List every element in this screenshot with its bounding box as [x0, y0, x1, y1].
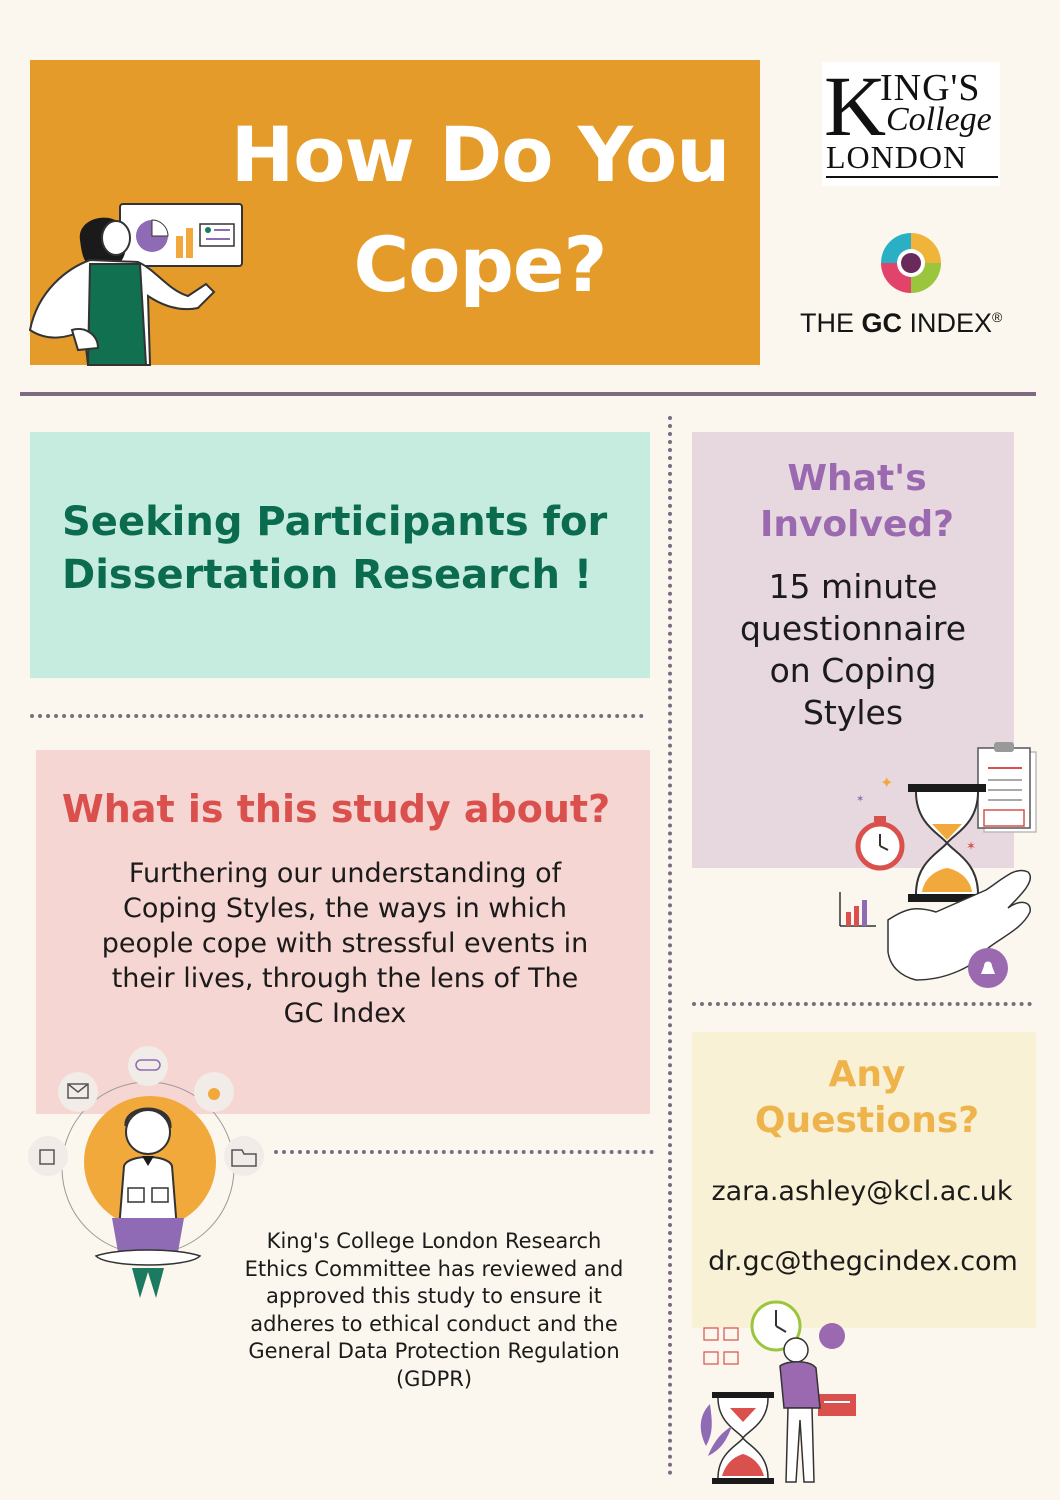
- svg-text:✶: ✶: [966, 839, 977, 853]
- svg-text:✶: ✶: [856, 794, 865, 805]
- svg-text:✦: ✦: [880, 773, 894, 792]
- involved-body-line-2: questionnaire: [739, 609, 967, 648]
- kcl-logo-london: LONDON: [826, 139, 968, 175]
- whats-involved-body: [692, 566, 1014, 734]
- ethics-line-1: King's College London Research: [266, 1229, 602, 1253]
- involved-title-line-1: What's: [787, 458, 927, 499]
- questions-title-line-1: Any: [828, 1054, 906, 1095]
- gc-wordmark-prefix: THE: [800, 308, 862, 338]
- contact-email-zara[interactable]: zara.ashley@kcl.ac.uk: [711, 1176, 1013, 1207]
- gc-index-ring-icon: [880, 232, 942, 294]
- seeking-participants-heading: [62, 496, 642, 602]
- hourglass-hand-illustration: [836, 740, 1046, 992]
- kcl-logo-ings: ING'S: [880, 67, 981, 109]
- questions-title-line-2: Questions?: [754, 1100, 980, 1141]
- gc-index-wordmark: [800, 308, 1030, 339]
- kcl-logo-rule: [826, 176, 998, 178]
- person-hourglass-illustration: [696, 1296, 866, 1488]
- study-body-line-1: Furthering our understanding of: [128, 858, 562, 889]
- header-divider: [20, 392, 1036, 396]
- study-body-line-4: their lives, through the lens of The: [111, 963, 579, 994]
- title-line-1: How Do You: [230, 110, 730, 199]
- seeking-line-1: Seeking Participants for: [62, 499, 608, 545]
- gc-wordmark-suffix: INDEX: [902, 308, 993, 338]
- ethics-statement: [222, 1228, 646, 1393]
- study-body-line-2: Coping Styles, the ways in which: [123, 893, 567, 924]
- kcl-logo-college: College: [886, 101, 992, 138]
- study-body-line-3: people cope with stressful events in: [101, 928, 589, 959]
- ethics-line-3: approved this study to ensure it: [266, 1284, 602, 1308]
- gc-wordmark-registered: ®: [992, 309, 1003, 325]
- whats-involved-heading: [692, 456, 1022, 548]
- kcl-logo-k: K: [824, 58, 887, 154]
- kings-college-london-logo: [822, 58, 1000, 186]
- any-questions-heading: [692, 1052, 1042, 1144]
- ethics-line-2: Ethics Committee has reviewed and: [244, 1256, 624, 1281]
- involved-title-line-2: Involved?: [759, 504, 955, 545]
- gc-wordmark-bold: GC: [861, 308, 903, 338]
- ethics-line-6: (GDPR): [395, 1366, 473, 1391]
- ethics-line-4: adheres to ethical conduct and the: [250, 1311, 618, 1336]
- ethics-line-5: General Data Protection Regulation: [248, 1339, 620, 1363]
- involved-body-line-3: on Coping: [769, 651, 937, 690]
- seeking-line-2: Dissertation Research !: [62, 552, 593, 598]
- involved-body-line-1: 15 minute: [768, 567, 938, 606]
- involved-body-line-4: Styles: [802, 693, 904, 732]
- dotted-divider-bottom: [274, 1150, 654, 1154]
- title-line-2: Cope?: [353, 220, 607, 309]
- vertical-dotted-divider: [668, 416, 672, 1476]
- dotted-divider-left: [30, 714, 644, 718]
- study-about-heading: What is this study about?: [61, 787, 611, 831]
- study-body-line-5: GC Index: [283, 998, 407, 1029]
- dotted-divider-right: [692, 1002, 1032, 1006]
- contact-email-gc[interactable]: dr.gc@thegcindex.com: [708, 1246, 1018, 1277]
- study-about-body: [70, 856, 620, 1031]
- page-title: [200, 100, 760, 320]
